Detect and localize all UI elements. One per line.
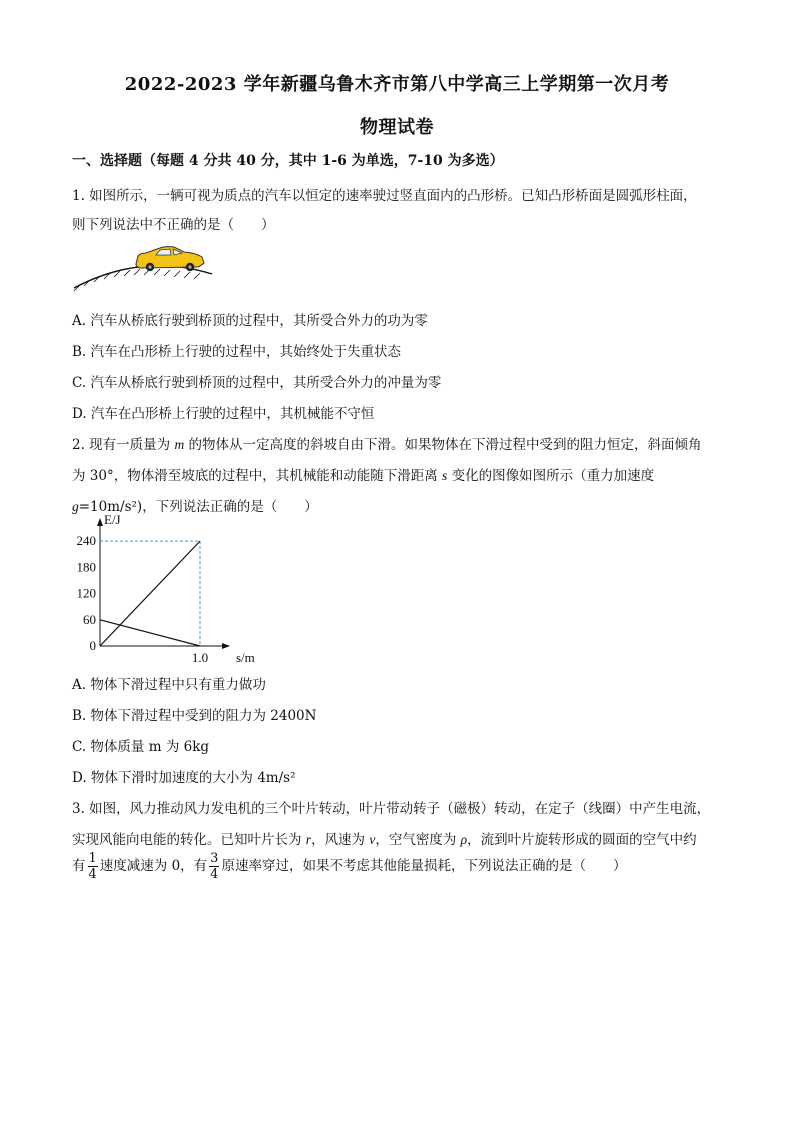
q2-var-s: s (442, 468, 448, 483)
q3-text: 速度减速为 0，有 (99, 858, 208, 874)
q3-text: 原速率穿过，如果不考虑其他能量损耗，下列说法正确的是（ ） (221, 858, 627, 874)
bridge-car-figure (70, 238, 220, 298)
y-tick-label: 120 (76, 585, 96, 601)
q2-var-g: g (72, 499, 79, 514)
car-icon (136, 247, 204, 272)
section-heading: 一、选择题（每题 4 分共 40 分，其中 1-6 为单选，7-10 为多选） (72, 153, 504, 169)
y-axis-label: E/J (104, 512, 121, 527)
q1-option-a[interactable]: A. 汽车从桥底行驶到桥顶的过程中，其所受合外力的功为零 (72, 313, 428, 329)
q2-option-c[interactable]: C. 物体质量 m 为 6kg (72, 739, 210, 755)
exam-subtitle: 物理试卷 (360, 117, 434, 138)
q3-stem-line3 (72, 851, 732, 882)
series-line-falling (100, 620, 200, 646)
y-tick-label: 60 (83, 611, 96, 627)
q2-text: =10m/s²)，下列说法正确的是（ ） (78, 499, 318, 515)
q3-fraction-one-quarter: $\frac{1}{4}$ (88, 851, 97, 882)
q2-text: 为 30°，物体滑至坡底的过程中，其机械能和动能随下滑距离 (72, 468, 443, 484)
q3-text: ，风速为 (311, 832, 370, 848)
q3-stem-line2 (72, 828, 732, 848)
q3-fraction-three-quarters: $\frac{3}{4}$ (210, 851, 219, 882)
x-tick-label: 1.0 (191, 650, 209, 665)
q2-var-m: m (174, 437, 185, 452)
q3-stem-line1: 3. 如图，风力推动风力发电机的三个叶片转动，叶片带动转子（磁极）转动，在定子（线圈）中产生电流， (72, 801, 711, 817)
q2-text: 2. 现有一质量为 (72, 437, 175, 453)
series-line-rising (100, 541, 200, 646)
q3-var-rho: ρ (460, 832, 468, 847)
q3-var-r: r (305, 832, 312, 847)
q3-text: ，流到叶片旋转形成的圆面的空气中约 (467, 832, 697, 848)
q1-option-b[interactable]: B. 汽车在凸形桥上行驶的过程中，其始终处于失重状态 (72, 344, 402, 360)
q2-stem-line1 (72, 433, 732, 453)
q3-var-v: v (369, 832, 376, 847)
q2-option-a[interactable]: A. 物体下滑过程中只有重力做功 (72, 677, 266, 693)
q2-option-d[interactable]: D. 物体下滑时加速度的大小为 4m/s² (72, 770, 296, 786)
q2-stem-line3 (72, 495, 732, 515)
exam-title: 2022-2023 学年新疆乌鲁木齐市第八中学高三上学期第一次月考 (124, 74, 670, 95)
x-axis-label: s/m (236, 650, 255, 665)
q3-text: ，空气密度为 (375, 832, 461, 848)
q2-text: 的物体从一定高度的斜坡自由下滑。如果物体在下滑过程中受到的阻力恒定，斜面倾角 (184, 437, 702, 453)
y-tick-label: 0 (89, 638, 96, 653)
y-tick-label: 240 (76, 533, 96, 549)
q1-option-c[interactable]: C. 汽车从桥底行驶到桥顶的过程中，其所受合外力的冲量为零 (72, 375, 442, 391)
q3-text: 实现风能向电能的转化。已知叶片长为 (72, 832, 306, 848)
q2-stem-line2 (72, 464, 732, 484)
q2-option-b[interactable]: B. 物体下滑过程中受到的阻力为 2400N (72, 708, 317, 724)
q1-stem-line1: 1. 如图所示，一辆可视为质点的汽车以恒定的速率驶过竖直面内的凸形桥。已知凸形桥面是圆弧形柱面， (72, 188, 697, 204)
y-tick-label: 180 (76, 559, 96, 575)
q2-text: 变化的图像如图所示（重力加速度 (447, 468, 655, 484)
x-axis-arrow (222, 643, 230, 649)
q3-text: 有 (72, 858, 86, 874)
bridge-hatching (74, 269, 200, 291)
y-axis-arrow (97, 518, 103, 526)
q1-stem-line2: 则下列说法中不正确的是（ ） (72, 217, 275, 233)
energy-distance-chart (60, 512, 255, 666)
q1-option-d[interactable]: D. 汽车在凸形桥上行驶的过程中，其机械能不守恒 (72, 406, 375, 422)
